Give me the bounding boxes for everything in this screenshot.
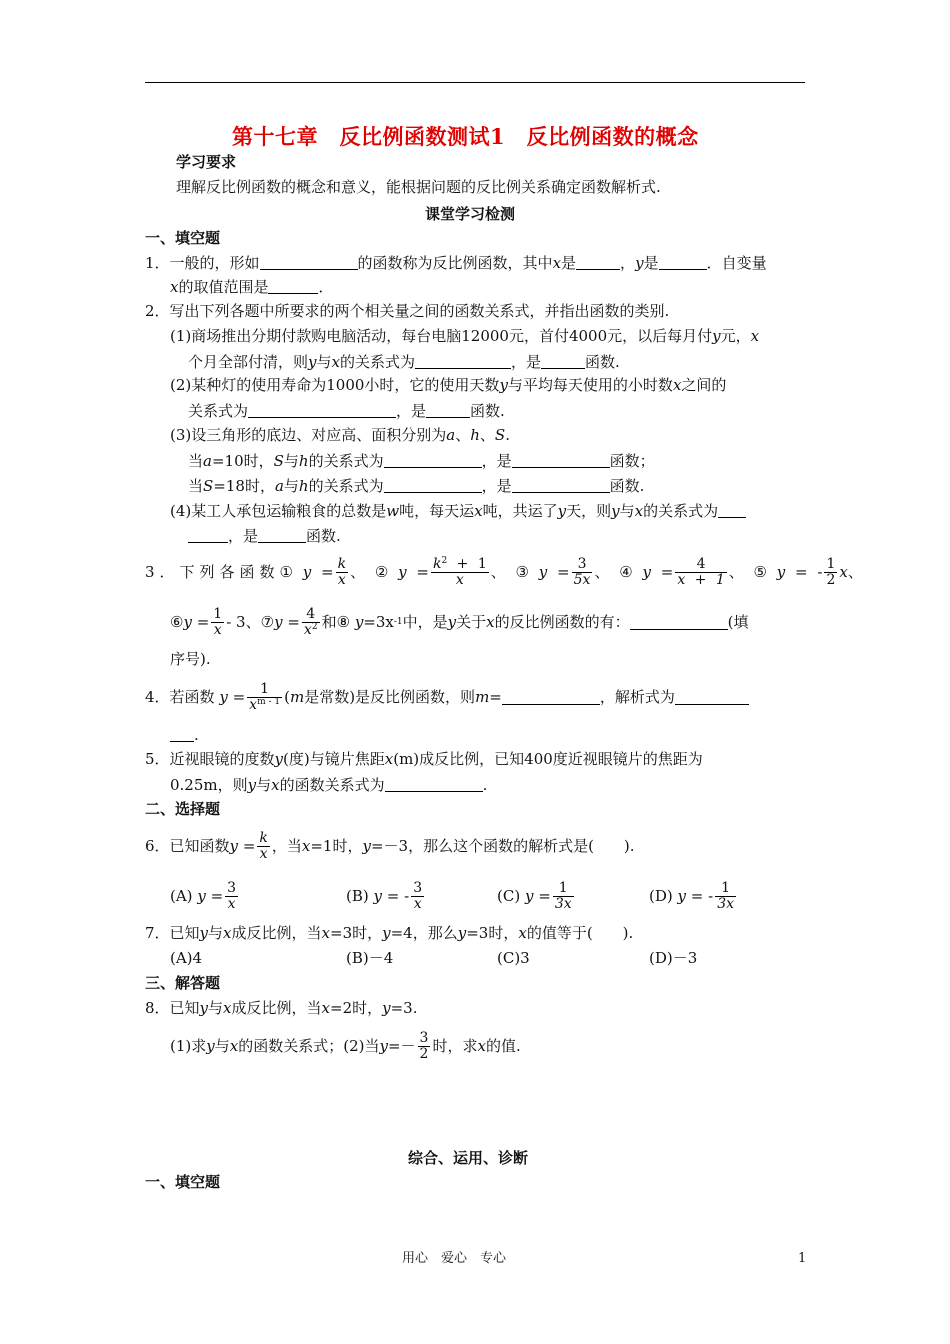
fraction-1-over-x-pow-m-1: $\frac{1}{x^{m - 1}}$ xyxy=(249,680,281,713)
fraction-k-over-x: $\frac{k}{x}$ xyxy=(337,555,347,588)
question-2-part-4-line-1: (4)某工人承包运输粮食的总数是w吨，每天运x吨，共运了y天，则y与x的关系式为 xyxy=(170,503,746,519)
question-4-line-1: 4．若函数 y = $\frac{1}{x^{m - 1}}$ ( m 是常数)是反比例函数，则 m = ，解析式为 xyxy=(145,677,749,717)
part-heading-choice: 二、选择题 xyxy=(145,800,221,818)
fraction-3-over-x: $\frac{3}{x}$ xyxy=(227,879,237,912)
question-8-line-1: 8．已知y与x成反比例，当x=2时，y=3. xyxy=(145,999,418,1017)
part-heading-fill: 一、填空题 xyxy=(145,229,221,247)
fraction-k-over-x-q6: $\frac{k}{x}$ xyxy=(259,829,268,862)
section-heading-two: 综合、运用、诊断 xyxy=(408,1149,529,1167)
question-2-part-3-line-1: (3)设三角形的底边、对应高、面积分别为a、h、S. xyxy=(170,426,510,444)
question-7-option-b[interactable]: (B)－4 xyxy=(346,949,394,967)
part-heading-fill-2: 一、填空题 xyxy=(145,1173,221,1191)
question-2-part-2-line-2: 关系式为 ，是 函数. xyxy=(188,402,505,420)
fraction-4-over-xplus1: $\frac{4}{x + 1}$ xyxy=(677,555,725,588)
fraction-1-over-x: $\frac{1}{x}$ xyxy=(213,605,223,638)
question-8-line-2: (1)求 y 与 x 的函数关系式；(2)当 y =－ $\frac{3}{2}$ 时，求 x 的值. xyxy=(170,1029,521,1062)
question-6-line-1: 6．已知函数 y = $\frac{k}{x}$ ，当 x =1时， y =－3，那么这个函数的解析式是( ). xyxy=(145,829,635,862)
fraction-1-over-3x: $\frac{1}{3x}$ xyxy=(554,879,572,912)
page-number: 1 xyxy=(798,1251,807,1266)
fraction-1-over-2: $\frac{1}{2}$ xyxy=(826,555,836,588)
question-6-option-c[interactable]: (C) y = $\frac{1}{3x}$ xyxy=(497,879,572,912)
top-rule xyxy=(145,82,805,83)
footer-motto: 用心 爱心 专心 xyxy=(402,1251,507,1266)
question-7-option-a[interactable]: (A)4 xyxy=(170,949,203,967)
question-2-part-3-line-3: 当S=18时，a与h的关系式为 ，是 函数. xyxy=(188,477,645,495)
question-5-line-1: 5．近视眼镜的度数y(度)与镜片焦距x(m)成反比例，已知400度近视眼镜片的焦距为 xyxy=(145,750,703,768)
section-heading-main: 课堂学习检测 xyxy=(425,205,516,223)
question-3-line-3: 序号). xyxy=(170,650,211,668)
question-2-part-4-line-2: ，是 函数. xyxy=(188,528,341,544)
question-6-option-a[interactable]: (A) y = $\frac{3}{x}$ xyxy=(170,879,237,912)
fraction-k2plus1-over-x: $\frac{k^2 + 1}{x}$ xyxy=(432,555,487,588)
question-5-line-2: 0.25m，则y与x的函数关系式为 . xyxy=(170,776,488,794)
question-6-option-d[interactable]: (D) y = - $\frac{1}{3x}$ xyxy=(649,879,734,912)
question-2-part-1-line-1: (1)商场推出分期付款购电脑活动，每台电脑12000元，首付4000元，以后每月付y元，x xyxy=(170,327,760,345)
requirements-text: 理解反比例函数的概念和意义，能根据问题的反比例关系确定函数解析式. xyxy=(176,178,661,196)
question-7-option-c[interactable]: (C)3 xyxy=(497,949,530,967)
requirements-heading: 学习要求 xyxy=(176,153,237,171)
fraction-3-over-5x: $\frac{3}{5x}$ xyxy=(573,555,591,588)
page-title: 第十七章 反比例函数测试1 反比例函数的概念 xyxy=(232,124,699,149)
question-7-line-1: 7．已知y与x成反比例，当x=3时，y=4，那么y=3时，x的值等于( ). xyxy=(145,924,634,942)
question-2-head: 2．写出下列各题中所要求的两个相关量之间的函数关系式，并指出函数的类别. xyxy=(145,302,670,320)
question-4-line-2: . xyxy=(170,727,199,743)
question-2-part-2-line-1: (2)某种灯的使用寿命为1000小时，它的使用天数y与平均每天使用的小时数x之间的 xyxy=(170,376,727,394)
question-1-line-2: x的取值范围是 ． xyxy=(170,278,334,296)
fraction-3-over-2: $\frac{3}{2}$ xyxy=(419,1029,429,1062)
question-7-option-d[interactable]: (D)－3 xyxy=(649,949,698,967)
fraction-1-over-3x-neg: $\frac{1}{3x}$ xyxy=(717,879,734,912)
question-6-option-b[interactable]: (B) y = - $\frac{3}{x}$ xyxy=(346,879,423,912)
part-heading-answer: 三、解答题 xyxy=(145,974,221,992)
fraction-3-over-x-neg: $\frac{3}{x}$ xyxy=(413,879,423,912)
question-2-part-1-line-2: 个月全部付清，则y与x的关系式为 ，是 函数. xyxy=(188,353,620,371)
fraction-4-over-x2: $\frac{4}{x^2}$ xyxy=(303,605,318,638)
question-2-part-3-line-2: 当a=10时，S与h的关系式为 ，是 函数； xyxy=(188,452,655,470)
question-3-line-2: ⑥ y = $\frac{1}{x}$ - 3 、 ⑦ y = $\frac{4}{x^2}$ 和 ⑧ y =3x -1 中，是 y 关于 x 的反比例函数的有： (填 xyxy=(170,605,749,638)
question-1-line-1: 1．一般的，形如 的函数称为反比例函数，其中x是 ，y是 ．自变量 xyxy=(145,254,767,272)
question-3-line-1: 3．下列各函数 ① y = $\frac{k}{x}$ 、 ② y = $\frac{k^2 + 1}{x}$ 、 ③ y = $\frac{3}{5x}$ 、 ④ y = $\frac{4}{x + 1}$ 、 ⑤ y = - $\frac{1}{2}$ x 、 xyxy=(145,555,863,588)
